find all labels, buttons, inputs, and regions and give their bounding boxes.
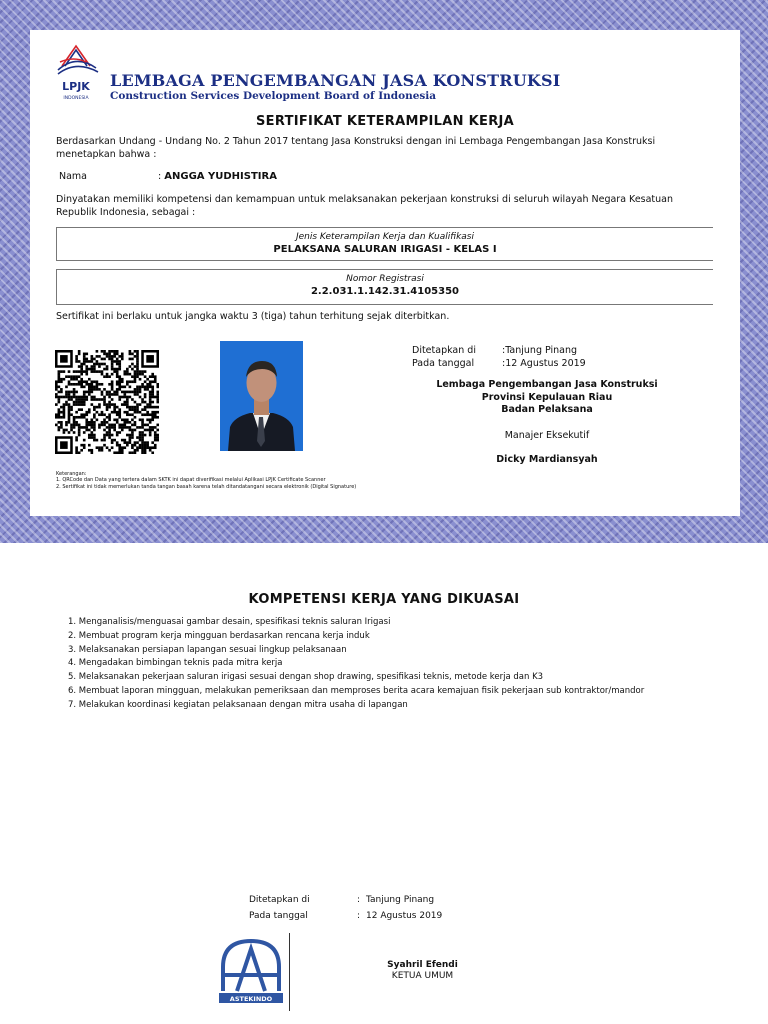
certificate-body — [30, 30, 740, 516]
signature2-place-label: Ditetapkan di — [249, 895, 310, 905]
registration-number-box — [56, 269, 713, 305]
competencies-title: KOMPETENSI KERJA YANG DIKUASAI — [248, 592, 520, 607]
lpjk-logo-subtext: INDONESIA — [63, 96, 89, 101]
signature2-place-row — [249, 895, 434, 905]
issuer-role: Manajer Eksekutif — [504, 430, 590, 441]
list-item: 6. Membuat laporan mingguan, melakukan pemeriksaan dan memproses berita acara kemajuan fisik pekerjaan sub kontraktor/mandor — [68, 685, 645, 696]
certificate-title: SERTIFIKAT KETERAMPILAN KERJA — [256, 114, 514, 129]
issue-details — [412, 344, 586, 370]
list-item: 4. Mengadakan bimbingan teknis pada mitra kerja — [68, 658, 283, 669]
signature-divider — [289, 933, 290, 1011]
lpjk-header — [52, 40, 612, 104]
certificate-notes — [56, 471, 356, 490]
signature2-date-colon: : — [357, 911, 361, 921]
list-item: 2. Membuat program kerja mingguan berdasarkan rencana kerja induk — [68, 630, 370, 641]
holder-name-colon: : — [158, 171, 162, 182]
org-name-indonesian: LEMBAGA PENGEMBANGAN JASA KONSTRUKSI — [110, 71, 561, 90]
signature2-date-value: 12 Agustus 2019 — [366, 911, 443, 921]
holder-photo — [220, 341, 303, 451]
list-item: 3. Melaksanakan persiapan lapangan sesuai lingkup pelaksanaan — [68, 644, 347, 655]
registration-value: 2.2.031.1.142.31.4105350 — [310, 286, 460, 297]
certificate-intro: Berdasarkan Undang - Undang No. 2 Tahun 2017 tentang Jasa Konstruksi dengan ini Lembaga Pengembangan Jasa Konstruksi menetapkan bahwa : — [56, 136, 656, 160]
issuer-organization — [392, 379, 702, 417]
issued-date-label: Pada tanggal — [412, 358, 475, 369]
issuer-line-2: Provinsi Kepulauan Riau — [481, 391, 613, 403]
registration-caption: Nomor Registrasi — [346, 274, 424, 284]
holder-name-value: ANGGA YUDHISTIRA — [164, 171, 277, 182]
holder-name-label: Nama — [59, 171, 88, 182]
signature2-name: Syahril Efendi — [387, 960, 458, 970]
signature2-place-colon: : — [357, 895, 361, 905]
list-item: 7. Melakukan koordinasi kegiatan pelaksanaan dengan mitra usaha di lapangan — [68, 699, 408, 710]
org-name-english: Construction Services Development Board of Indonesia — [110, 90, 437, 102]
issued-at-label: Ditetapkan di — [412, 345, 476, 356]
list-item: 5. Melaksanakan pekerjaan saluran irigasi sesuai dengan shop drawing, spesifikasi teknis, metode kerja dan K3 — [68, 672, 544, 683]
issuer-line-3: Badan Pelaksana — [501, 404, 593, 415]
note-1: 1. QRCode dan Data yang tertera dalam SKTK ini dapat diverifikasi melalui Aplikasi LPJK Certificate Scanner — [56, 477, 326, 484]
signature2-place-value: Tanjung Pinang — [366, 895, 435, 905]
skill-qualification-box — [56, 227, 713, 261]
validity-text: Sertifikat ini berlaku untuk jangka waktu 3 (tiga) tahun terhitung sejak diterbitkan. — [56, 311, 450, 322]
competence-statement: Dinyatakan memiliki kompetensi dan kemampuan untuk melaksanakan pekerjaan konstruksi di seluruh wilayah Negara Kesatuan Republik Indonesia, sebagai : — [56, 194, 674, 218]
astekindo-logo-icon — [215, 933, 287, 1007]
competencies-list — [68, 616, 728, 713]
issued-date-value: :12 Agustus 2019 — [502, 358, 586, 369]
issuer-line-1: Lembaga Pengembangan Jasa Konstruksi — [436, 379, 658, 390]
skill-value: PELAKSANA SALURAN IRIGASI - KELAS I — [273, 244, 497, 255]
lpjk-logo-text: LPJK — [62, 80, 90, 93]
issued-at-value: :Tanjung Pinang — [502, 345, 578, 356]
list-item: 1. Menganalisis/menguasai gambar desain, spesifikasi teknis saluran Irigasi — [68, 617, 391, 627]
qr-code — [55, 350, 159, 454]
issuer-name: Dicky Mardiansyah — [496, 454, 598, 465]
note-2: 2. Sertifikat ini tidak memerlukan tanda tangan basah karena telah ditandatangani secara elektronik (Digital Signature) — [56, 483, 357, 490]
skill-caption: Jenis Keterampilan Kerja dan Kualifikasi — [295, 232, 474, 242]
lpjk-logo-icon — [52, 40, 100, 102]
signature2-title: KETUA UMUM — [391, 971, 454, 981]
portrait-image — [220, 341, 303, 451]
signature2-date-row — [249, 911, 442, 921]
notes-title: Keterangan: — [56, 471, 87, 477]
astekindo-logo-text: ASTEKINDO — [229, 995, 273, 1003]
signature2-date-label: Pada tanggal — [249, 911, 308, 921]
holder-name-row — [59, 171, 277, 182]
